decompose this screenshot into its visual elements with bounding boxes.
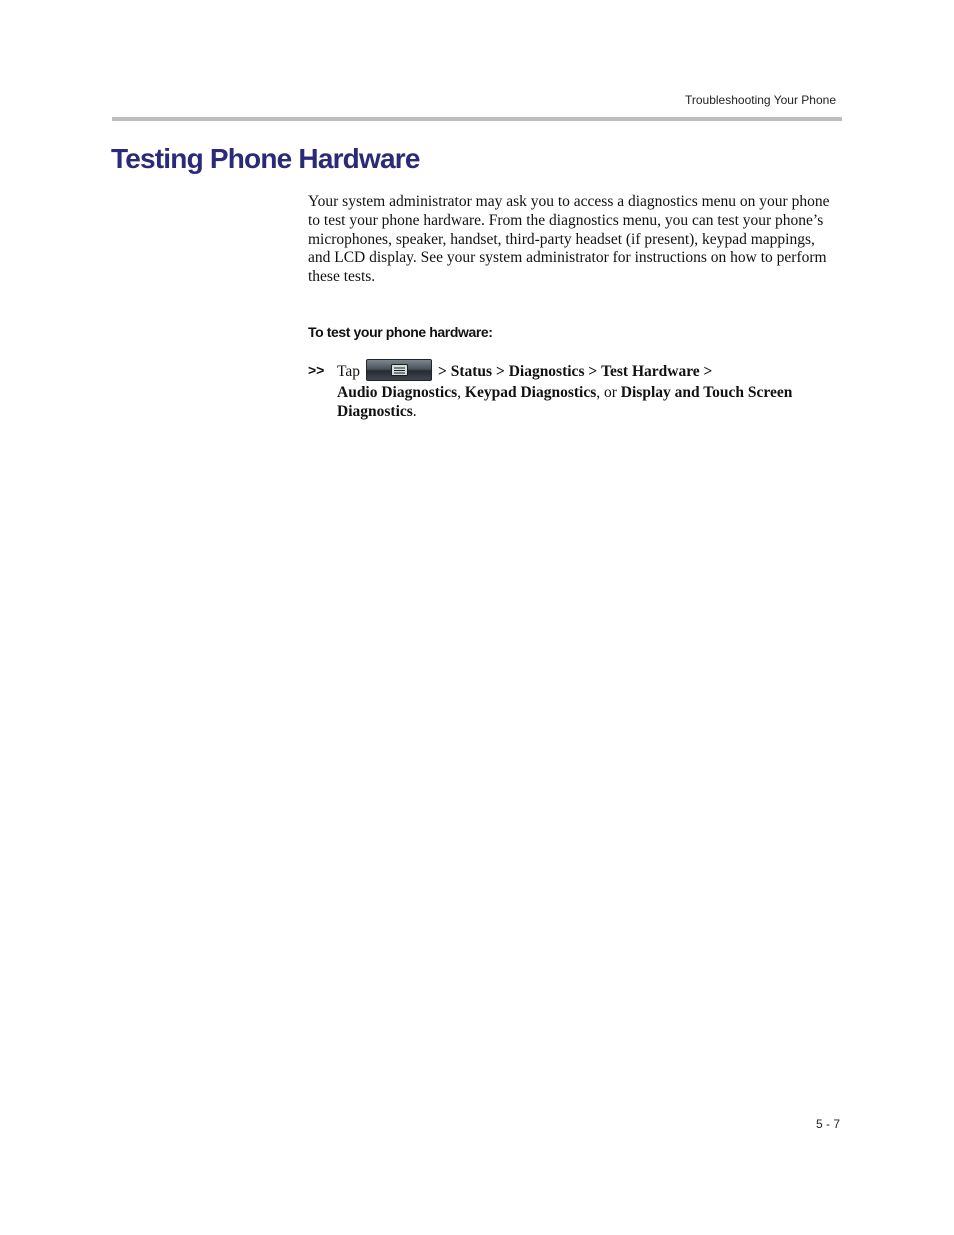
period-text: . [412,403,417,420]
path-sep: > [438,363,447,380]
path-sep: > [495,363,505,380]
path-diagnostics: Diagnostics [508,363,585,380]
or-text: , or [596,384,617,401]
page-title: Testing Phone Hardware [111,143,420,174]
running-header: Troubleshooting Your Phone [684,93,836,107]
procedure-heading: To test your phone hardware: [308,324,493,340]
path-test-hardware: Test Hardware [601,363,700,380]
path-audio-diagnostics: Audio Diagnostics [337,384,458,401]
header-rule [112,117,842,121]
path-sep: > [588,363,598,380]
page-number: 5 - 7 [815,1117,840,1131]
step-instruction [337,361,842,421]
tap-text: Tap [337,363,361,380]
step-marker: >> [308,362,325,378]
path-status: Status [450,363,493,380]
step-line-1 [337,361,842,383]
intro-paragraph: Your system administrator may ask you to access a diagnostics menu on your phone to test your phone hardware. From the diagnostics menu, you can test your phone’s microphones, speaker, handset, third-party headset (if present), keypad mappings, and LCD display. See your system administrator for instructions on how to perform these tests. [308,193,830,286]
path-display-touch-diagnostics: Display and Touch Screen Diagnostics [337,384,793,420]
path-keypad-diagnostics: Keypad Diagnostics [464,384,597,401]
menu-key-icon [366,359,432,381]
comma-text: , [457,384,462,401]
step-line-2 [337,383,842,421]
path-sep: > [703,363,713,380]
